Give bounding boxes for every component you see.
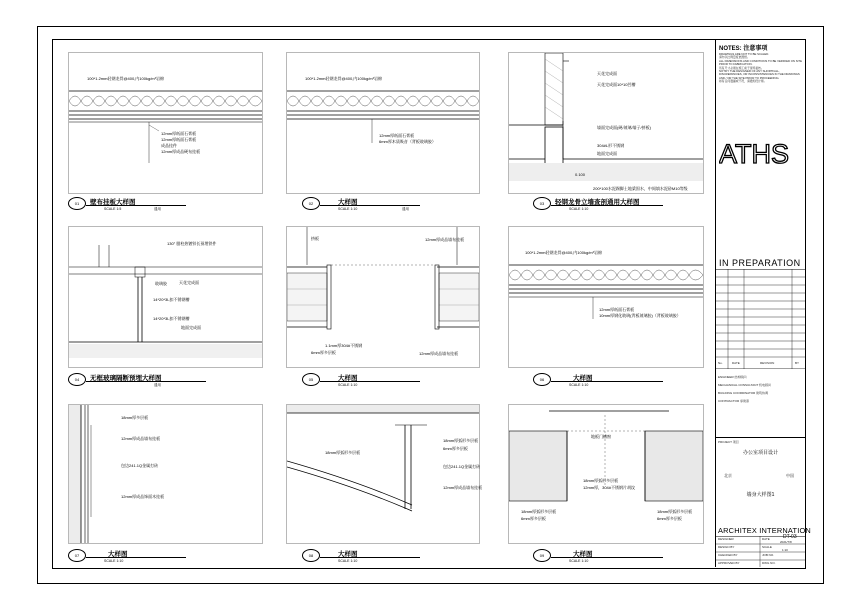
panel-title-01	[68, 197, 261, 215]
detail-note: 通用	[154, 383, 161, 387]
annotation: 100*1.2mm轻钢龙骨@400,内100kg/m³岩棉	[525, 250, 602, 255]
detail-panel-05	[286, 226, 480, 368]
project-label: PROJECT 项目	[718, 440, 739, 444]
detail-panel-01	[68, 52, 263, 194]
meta-scale-label: SCALE	[762, 545, 772, 549]
meta-designer: DESIGNER	[718, 537, 734, 541]
detail-number: 05	[302, 373, 320, 386]
detail-number: 03	[533, 197, 551, 210]
annotation: 18mm厚多层板	[121, 415, 149, 420]
panel-title-07	[68, 549, 261, 567]
detail-number: 04	[68, 373, 86, 386]
panel-title-05	[302, 373, 478, 391]
location-left: 北京	[724, 473, 732, 478]
meta-date-label: DATE	[762, 537, 770, 541]
annotation: 12mm厚成品墙布挂板	[121, 436, 161, 441]
annotation: 0.100	[575, 172, 586, 177]
meta-date-value: 2021/7/8	[780, 540, 792, 544]
annotation: 18mm厚弧形多层板	[657, 509, 693, 514]
detail-drawing-07	[69, 405, 262, 543]
annotation: 地面完成面	[597, 151, 617, 156]
annotation: 200*100水泥踢脚土地梁固水，中间填水泥砂M10等级	[593, 186, 688, 191]
annotation: 18mm厚弧形多层板	[443, 438, 479, 443]
detail-title: 大样图	[573, 375, 593, 382]
aths-logo	[719, 137, 801, 167]
annotation: 18mm厚弧形多层板	[583, 478, 619, 483]
detail-scale: SCALE 1:10	[569, 559, 589, 563]
annotation: 12mm厚纸面石膏板	[599, 307, 635, 312]
annotation: 18mm厚弧形多层板	[325, 450, 361, 455]
rev-header-no: No.	[718, 361, 723, 365]
detail-panel-07	[68, 404, 263, 544]
detail-scale: SCALE 1:5	[104, 207, 122, 211]
detail-title: 大样图	[338, 375, 358, 382]
annotation: 6mm厚多层板	[521, 516, 546, 521]
svg-text:ATHS: ATHS	[719, 139, 790, 167]
detail-scale: SCALE 1:10	[104, 559, 124, 563]
panel-title-06	[533, 373, 702, 391]
annotation: 12mm厚成品墙布挂板	[425, 237, 465, 242]
annotation: 6mm厚多层板	[443, 446, 468, 451]
detail-title: 大样图	[573, 551, 593, 558]
detail-number: 06	[533, 373, 551, 386]
detail-title: 大样图	[338, 551, 358, 558]
revision-grid	[716, 269, 805, 369]
detail-drawing-01	[69, 53, 262, 193]
annotation: 6mm厚多层板	[311, 350, 336, 355]
panel-title-09	[533, 549, 702, 567]
meta-approved-by: APPROVED BY	[718, 561, 740, 565]
annotation: 天花完成面10*10凹槽	[597, 82, 636, 87]
rev-header-by: BY	[795, 361, 800, 365]
annotation: 12mm厚成品饰面木挂板	[121, 494, 165, 499]
annotation: 地板门槽窗	[591, 434, 611, 439]
annotation: 6mm厚木质吸音（背板玻璃胶）	[379, 139, 436, 144]
detail-title: 无框玻璃隔断预埋大样图	[90, 375, 162, 382]
annotation: 12mm厚纸面石膏板	[161, 131, 197, 136]
annotation: 6mm厚多层板	[657, 516, 682, 521]
detail-number: 09	[533, 549, 551, 562]
annotation: 包边241.1Q金属打砖	[443, 464, 481, 469]
detail-panel-09	[508, 404, 704, 544]
annotation: 12mm厚纸面石膏板	[379, 133, 415, 138]
title-block	[715, 39, 811, 567]
detail-note: 通用	[154, 207, 161, 211]
detail-drawing-06	[509, 227, 703, 367]
rev-header-date: DATE	[732, 361, 740, 365]
detail-panel-08	[286, 404, 483, 544]
annotation: 12mm厚成品墙布挂板	[443, 485, 483, 490]
consultant-mechanical: MECHANICAL CONSULTANT 机电顾问	[718, 383, 772, 387]
detail-title: 壁布挂板大样图	[90, 199, 136, 206]
annotation: 地面完成面	[181, 325, 201, 330]
panel-title-04	[68, 373, 261, 391]
annotation: 墙面完成面(硬/玻璃/墙子/挤板)	[597, 125, 651, 130]
annotation: 130° 腊柱热镀锌长预埋铁件	[167, 241, 217, 246]
detail-title: 大样图	[338, 199, 358, 206]
annotation: 12mm厚成品墙布挂板	[419, 351, 459, 356]
annotation: 包边241.1Q金属打砖	[121, 463, 159, 468]
sheet-number: DT-03	[783, 534, 797, 540]
annotation: 挤板	[311, 236, 319, 241]
meta-dwg-no: DWG NO.	[762, 561, 776, 565]
meta-job-no: JOB NO.	[762, 553, 775, 557]
detail-scale: SCALE 1:10	[338, 559, 358, 563]
detail-number: 01	[68, 197, 86, 210]
detail-scale: SCALE 1:10	[338, 207, 358, 211]
annotation: 100*1.2mm轻钢龙骨@400,内100kg/m³岩棉	[87, 76, 164, 81]
meta-checked-by: CHECKED BY	[718, 553, 738, 557]
annotation: 14*20*3L扣不锈钢槽	[153, 297, 190, 302]
detail-title: 大样图	[108, 551, 128, 558]
annotation: 天花完成面	[179, 280, 199, 285]
detail-scale: SCALE 1:10	[338, 383, 358, 387]
notes-text: DRAWINGS ARE NOT TO BE SCALED. 请勿以比例量度此图纸。 ALL DIMENSIONS AND CONDITIONS TO BE VERIFIED ON SITE PRIOR TO FABRICATION. 所有尺寸必须在施工前于现场复核。 NOTIFY THE DESIGNER OF ANY SHORTFALL, DISCREPANCIES, OR INCONSISTENCIES IN THE DRAWINGS AND / OR THE SITE PRIOR TO PROCEEDING. 如有任何遗漏或不符，请通知设计师。	[719, 52, 802, 84]
detail-scale: SCALE 1:10	[569, 207, 589, 211]
rev-header-revision: REVISION	[760, 361, 775, 365]
annotation: 18mm厚弧形多层板	[521, 509, 557, 514]
detail-note: 通用	[402, 207, 409, 211]
location-right: 中国	[786, 473, 794, 478]
annotation: 100*1.2mm轻钢龙骨@400,内100kg/m³岩棉	[305, 76, 382, 81]
detail-panel-04	[68, 226, 263, 368]
notes-title: NOTES: 注意事项	[719, 46, 768, 52]
status-label: IN PREPARATION	[719, 258, 801, 268]
detail-panel-02	[286, 52, 480, 194]
detail-number: 07	[68, 549, 86, 562]
annotation: 12mm厚，304#不锈钢片胡纹	[583, 485, 636, 490]
annotation: 12mm厚成品硬布挂板	[161, 149, 201, 154]
detail-number: 02	[302, 197, 320, 210]
detail-title: 轻钢龙骨立墙查剖通用大样图	[555, 199, 640, 206]
consultant-engineer: ENGINEER 结构顾问	[718, 375, 747, 379]
firm-name: ARCHITEX INTERNATION	[718, 526, 811, 535]
meta-scale-value: 1:10	[782, 548, 788, 552]
annotation: 成品挂件	[161, 143, 177, 148]
consultant-contractor: CONTRACTOR 承建商	[718, 399, 749, 403]
annotation: 天花完成面	[597, 71, 617, 76]
drawing-title: 墙身大样图1	[746, 492, 775, 498]
annotation: 玻璃胶	[155, 281, 167, 286]
annotation: 14*20*3L扣不锈钢槽	[153, 316, 190, 321]
detail-panel-06	[508, 226, 704, 368]
meta-design-by: DESIGN BY	[718, 545, 735, 549]
annotation: 10mm厚钢化玻璃(背板玻璃胶)（背板玻璃胶）	[599, 313, 681, 318]
annotation: 304#L形不锈钢	[597, 143, 625, 148]
detail-drawing-05	[287, 227, 479, 367]
detail-drawing-02	[287, 53, 479, 193]
detail-drawing-08	[287, 405, 479, 543]
panel-title-02	[302, 197, 478, 215]
detail-number: 08	[302, 549, 320, 562]
consultant-coordinator: BUILDING COORDINATOR 建筑协调	[718, 391, 769, 395]
detail-panel-03	[508, 52, 704, 194]
annotation: 12mm厚纸面石膏板	[161, 137, 197, 142]
detail-scale: SCALE 1:10	[569, 383, 589, 387]
panel-title-08	[302, 549, 478, 567]
project-name: 办公室项目设计	[742, 450, 778, 456]
annotation: 1.1mm厚304#不锈钢	[325, 343, 363, 348]
panel-title-03	[533, 197, 702, 215]
detail-drawing-09	[509, 405, 703, 543]
